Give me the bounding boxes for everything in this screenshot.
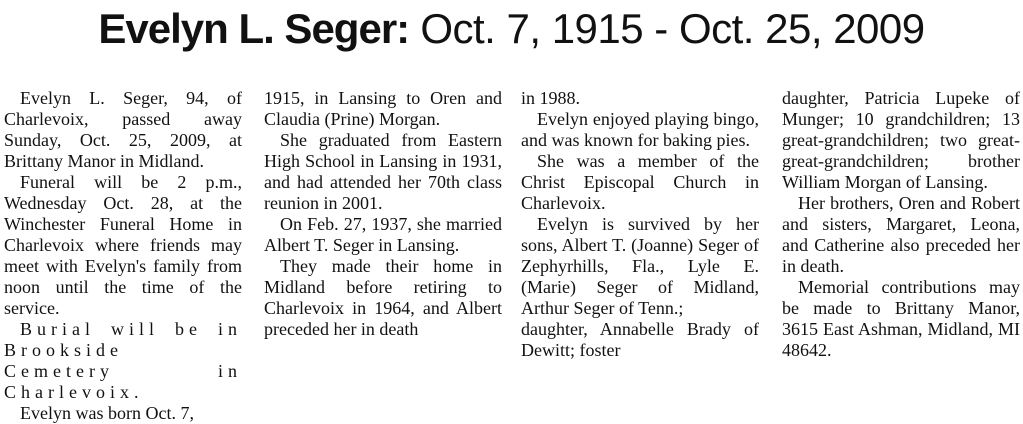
paragraph: Evelyn is survived by her sons, Albert T. (Joanne) Seger of Zephyrhills, Fla., Lyle E. (Marie) Seger of Midland, Arthur Seger of Tenn.;	[521, 214, 759, 318]
paragraph: Memorial contributions may be made to Brittany Manor, 3615 East Ashman, Midland, MI 48642.	[782, 277, 1020, 360]
paragraph: Evelyn L. Seger, 94, of Charlevoix, passed away Sunday, Oct. 25, 2009, at Brittany Manor in Midland.	[4, 88, 242, 171]
paragraph: Funeral will be 2 p.m., Wednesday Oct. 28, at the Winchester Funeral Home in Charlevoix where friends may meet with Evelyn's family from noon until the time of the service.	[4, 172, 242, 318]
paragraph: She graduated from Eastern High School in Lansing in 1931, and had attended her 70th class reunion in 2001.	[264, 130, 502, 213]
text-column-2	[264, 88, 502, 340]
headline-dates: Oct. 7, 1915 - Oct. 25, 2009	[420, 5, 925, 52]
paragraph: Her brothers, Oren and Robert and sisters, Margaret, Leona, and Catherine also preceded her in death.	[782, 193, 1020, 276]
text-column-4	[782, 88, 1020, 361]
paragraph: 1915, in Lansing to Oren and Claudia (Prine) Morgan.	[264, 88, 502, 129]
paragraph: Evelyn was born Oct. 7,	[20, 403, 194, 423]
text-column-3	[521, 88, 759, 361]
paragraph: in 1988.	[521, 88, 581, 108]
paragraph: daughter, Patricia Lupeke of Munger; 10 grandchildren; 13 great-grandchildren; two great-great-grandchildren; brother William Morgan of Lansing.	[782, 88, 1020, 192]
paragraph: On Feb. 27, 1937, she married Albert T. Seger in Lansing.	[264, 214, 502, 255]
paragraph: Evelyn enjoyed playing bingo, and was known for baking pies.	[521, 109, 759, 150]
paragraph: daughter, Annabelle Brady of Dewitt; foster	[521, 319, 759, 360]
paragraph: Burial will be in Brookside Cemetery in Charlevoix.	[4, 319, 242, 402]
obituary-headline	[0, 0, 1023, 62]
paragraph: She was a member of the Christ Episcopal Church in Charlevoix.	[521, 151, 759, 213]
obituary-body	[0, 88, 1023, 421]
paragraph: They made their home in Midland before retiring to Charlevoix in 1964, and Albert preceded her in death	[264, 256, 502, 339]
text-column-1	[4, 88, 242, 424]
headline-name: Evelyn L. Seger:	[98, 5, 410, 52]
